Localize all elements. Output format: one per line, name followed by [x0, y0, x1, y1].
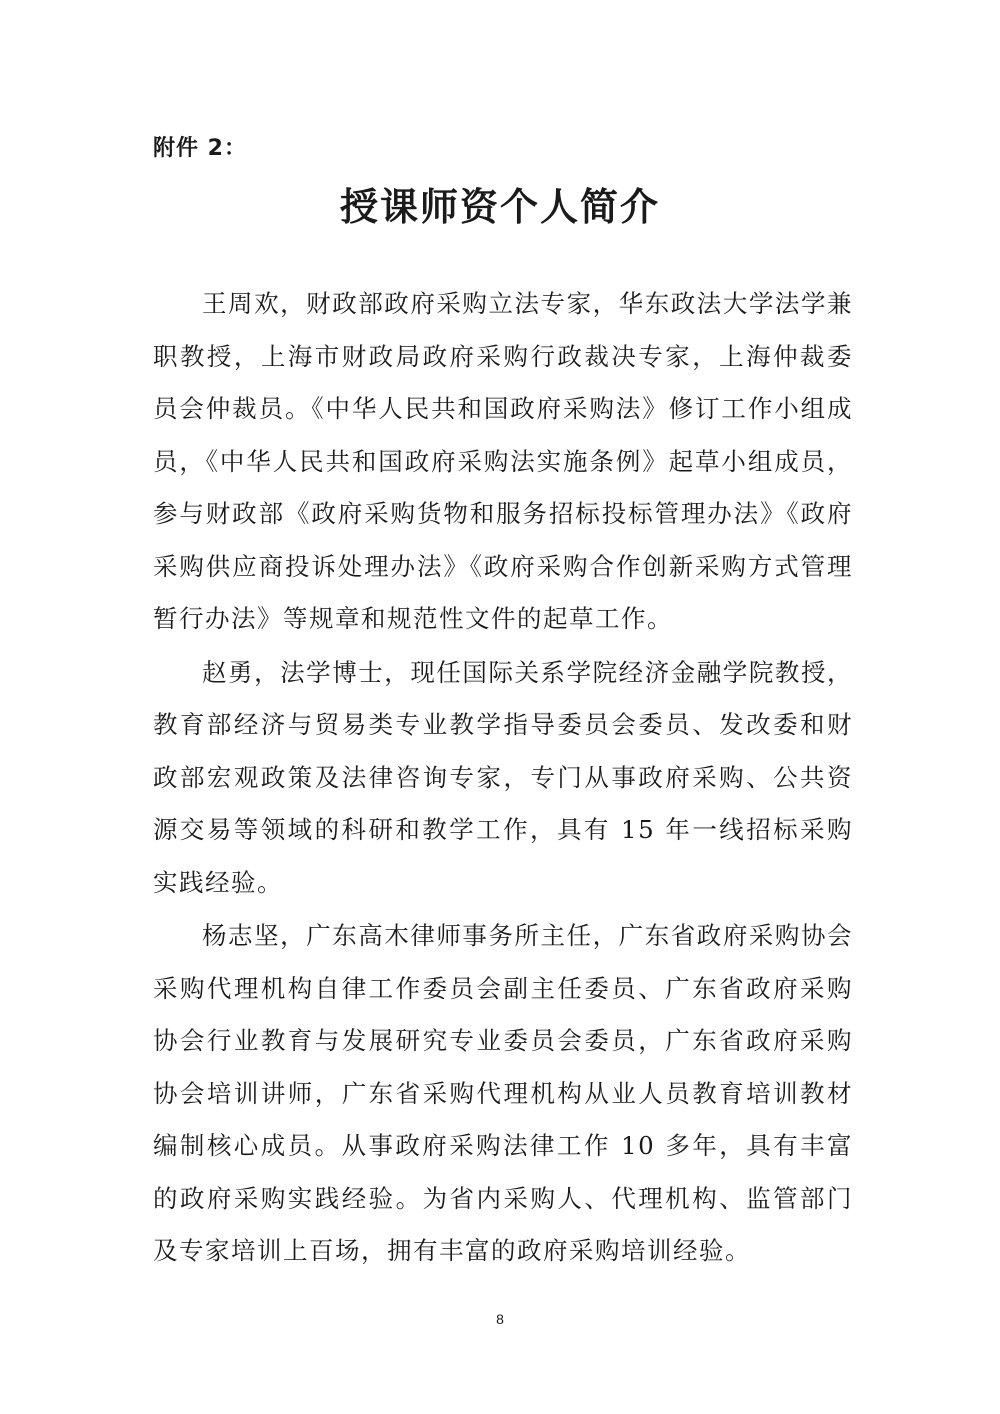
page-number: 8: [496, 1311, 504, 1327]
attachment-label: 附件 2：: [153, 136, 247, 161]
document-body: [153, 278, 853, 1278]
bio-paragraph-yang: 杨志坚，广东高木律师事务所主任，广东省政府采购协会采购代理机构自律工作委员会副主任委员、广东省政府采购协会行业教育与发展研究专业委员会委员，广东省政府采购协会培训讲师，广东省采购代理机构从业人员教育培训教材编制核心成员。从事政府采购法律工作 10 多年，具有丰富的政府采购实践经验。为省内采购人、代理机构、监管部门及专家培训上百场，拥有丰富的政府采购培训经验。: [153, 921, 853, 1265]
bio-paragraph-wang: 王周欢，财政部政府采购立法专家，华东政法大学法学兼职教授，上海市财政局政府采购行政裁决专家，上海仲裁委员会仲裁员。《中华人民共和国政府采购法》修订工作小组成员，《中华人民共和国政府采购法实施条例》起草小组成员，参与财政部《政府采购货物和服务招标投标管理办法》《政府采购供应商投诉处理办法》《政府采购合作创新采购方式管理暂行办法》等规章和规范性文件的起草工作。: [153, 289, 853, 633]
page-title: 授课师资个人简介: [339, 184, 660, 229]
bio-paragraph-zhao: 赵勇，法学博士，现任国际关系学院经济金融学院教授，教育部经济与贸易类专业教学指导委员会委员、发改委和财政部宏观政策及法律咨询专家，专门从事政府采购、公共资源交易等领域的科研和教学工作，具有 15 年一线招标采购实践经验。: [153, 657, 853, 897]
